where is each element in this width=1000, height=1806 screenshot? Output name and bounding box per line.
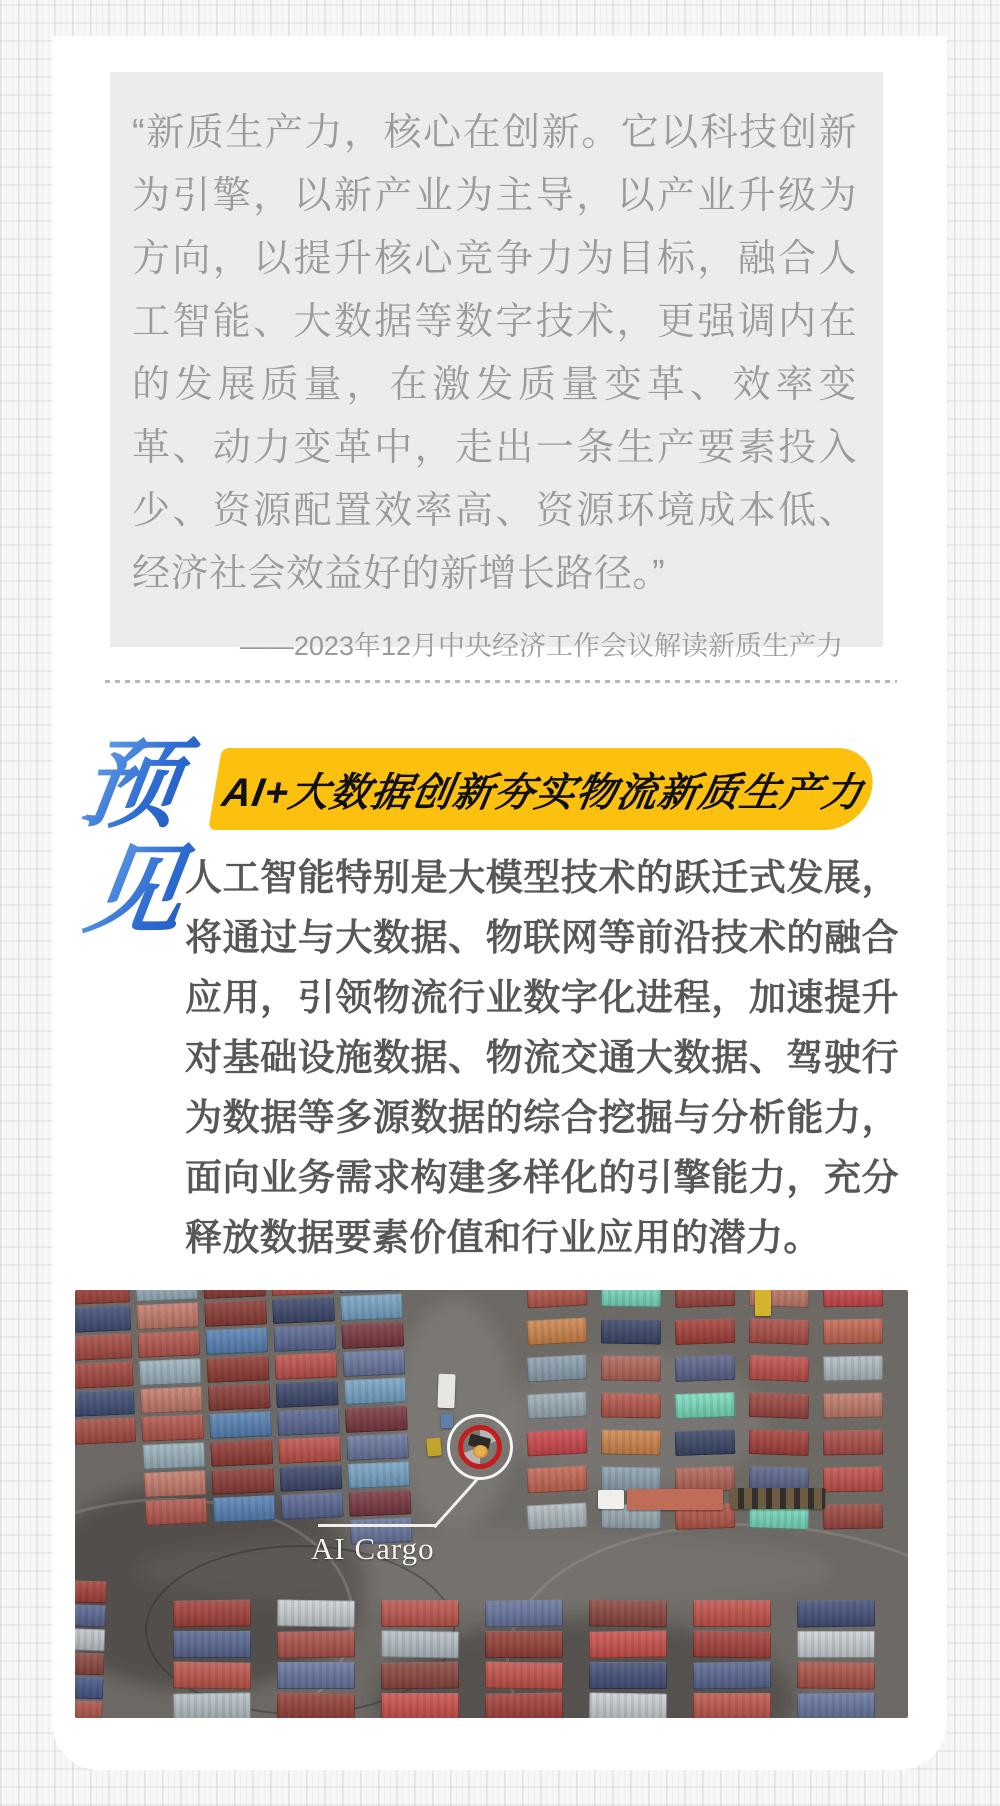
container bbox=[281, 1492, 344, 1520]
container bbox=[601, 1318, 661, 1344]
container bbox=[485, 1692, 563, 1718]
quote-text: “新质生产力，核心在创新。它以科技创新为引擎，以新产业为主导，以产业升级为方向，以提升核心竞争力为目标，融合人工智能、大数据等数字技术，更强调内在的发展质量，在激发质量变革、效率变革、动力变革中，走出一条生产要素投入少、资源配置效率高、资源环境成本低、经济社会效益好的新增长路径。” bbox=[132, 112, 857, 595]
container bbox=[344, 1377, 407, 1405]
container bbox=[213, 1495, 276, 1523]
container-yard-photo[interactable] bbox=[75, 1290, 908, 1718]
container bbox=[349, 1489, 412, 1517]
container bbox=[75, 1580, 107, 1603]
container bbox=[823, 1429, 883, 1455]
container bbox=[381, 1693, 459, 1718]
container bbox=[142, 1442, 205, 1470]
container bbox=[526, 1391, 587, 1419]
container bbox=[589, 1630, 667, 1658]
highlighted-truck-load bbox=[473, 1445, 488, 1458]
container bbox=[173, 1692, 251, 1718]
container bbox=[272, 1296, 335, 1324]
container bbox=[346, 1433, 409, 1461]
container bbox=[145, 1498, 208, 1526]
container bbox=[173, 1599, 251, 1627]
container bbox=[749, 1429, 810, 1456]
container bbox=[749, 1355, 810, 1382]
container bbox=[526, 1354, 587, 1382]
photo-caption: AI Cargo bbox=[311, 1531, 435, 1566]
container bbox=[75, 1290, 130, 1305]
body-text: 人工智能特别是大模型技术的跃迁式发展，将通过与大数据、物联网等前沿技术的融合应用，引领物流行业数字化进程，加速提升对基础设施数据、物流交通大数据、驾驶行为数据等多源数据的综合挖掘与分析能力，面向业务需求构建多样化的引擎能力，充分释放数据要素价值和行业应用的潜力。 bbox=[185, 857, 899, 1258]
vehicle bbox=[755, 1290, 771, 1316]
dashed-divider bbox=[105, 680, 897, 683]
container bbox=[381, 1600, 459, 1627]
container bbox=[139, 1358, 202, 1386]
container bbox=[693, 1600, 771, 1627]
quote-attribution: ——2023年12月中央经济工作会议解读新质生产力 bbox=[239, 631, 843, 661]
vehicle bbox=[627, 1489, 723, 1510]
section-banner-text: AI+大数据创新夯实物流新质生产力 bbox=[219, 770, 867, 815]
container bbox=[208, 1383, 271, 1411]
container bbox=[75, 1700, 103, 1718]
section-label-char-2: 见 bbox=[79, 842, 223, 939]
section-label-char-1: 预 bbox=[75, 736, 219, 833]
container bbox=[75, 1333, 132, 1361]
container bbox=[277, 1599, 355, 1627]
container bbox=[210, 1439, 273, 1467]
section-banner bbox=[208, 748, 879, 830]
container bbox=[485, 1631, 563, 1658]
container bbox=[75, 1676, 104, 1699]
container bbox=[203, 1290, 266, 1299]
container bbox=[135, 1290, 198, 1302]
container bbox=[601, 1355, 661, 1381]
container bbox=[823, 1392, 883, 1418]
container bbox=[601, 1290, 661, 1308]
container bbox=[75, 1417, 136, 1445]
container bbox=[589, 1599, 667, 1627]
container bbox=[601, 1392, 661, 1418]
container bbox=[173, 1661, 251, 1689]
container bbox=[279, 1464, 342, 1492]
container bbox=[601, 1429, 661, 1455]
container bbox=[675, 1355, 736, 1382]
container bbox=[485, 1599, 563, 1627]
container bbox=[823, 1290, 883, 1308]
container bbox=[277, 1692, 355, 1718]
container bbox=[675, 1318, 736, 1345]
container bbox=[675, 1392, 736, 1419]
container bbox=[381, 1630, 459, 1658]
container bbox=[589, 1662, 667, 1689]
asphalt-light-road bbox=[395, 1300, 515, 1530]
container bbox=[136, 1302, 199, 1330]
vehicle bbox=[441, 1414, 453, 1428]
vehicle bbox=[598, 1490, 624, 1509]
container bbox=[274, 1352, 337, 1380]
container bbox=[75, 1389, 135, 1417]
container bbox=[823, 1503, 883, 1529]
container bbox=[141, 1414, 204, 1442]
container bbox=[345, 1405, 408, 1433]
container bbox=[273, 1324, 336, 1352]
container bbox=[749, 1318, 810, 1345]
container bbox=[75, 1628, 105, 1651]
container bbox=[526, 1502, 587, 1530]
container bbox=[137, 1330, 200, 1358]
container bbox=[485, 1661, 563, 1689]
container bbox=[823, 1466, 883, 1492]
container bbox=[207, 1355, 270, 1383]
article-card bbox=[52, 36, 947, 1770]
container bbox=[75, 1361, 134, 1389]
container bbox=[797, 1661, 875, 1689]
container bbox=[277, 1408, 340, 1436]
vehicle bbox=[730, 1488, 825, 1509]
container bbox=[381, 1661, 459, 1689]
container bbox=[271, 1290, 334, 1296]
container bbox=[339, 1290, 402, 1293]
container bbox=[797, 1692, 875, 1718]
container bbox=[276, 1380, 339, 1408]
container bbox=[209, 1411, 272, 1439]
container bbox=[277, 1662, 355, 1689]
container bbox=[75, 1652, 104, 1675]
quote-box bbox=[110, 72, 883, 661]
container bbox=[675, 1429, 736, 1456]
vehicle bbox=[426, 1437, 442, 1456]
container bbox=[173, 1631, 251, 1658]
container bbox=[749, 1392, 810, 1419]
container bbox=[675, 1290, 736, 1308]
container bbox=[341, 1321, 404, 1349]
container bbox=[75, 1604, 106, 1627]
container bbox=[277, 1630, 355, 1658]
container bbox=[278, 1436, 341, 1464]
container bbox=[347, 1461, 410, 1489]
container bbox=[589, 1692, 667, 1718]
container bbox=[75, 1305, 131, 1333]
container bbox=[204, 1299, 267, 1327]
container bbox=[797, 1631, 875, 1658]
container bbox=[340, 1293, 403, 1321]
container bbox=[823, 1355, 883, 1381]
container bbox=[526, 1465, 587, 1493]
container bbox=[140, 1386, 203, 1414]
container bbox=[205, 1327, 268, 1355]
container bbox=[526, 1428, 587, 1456]
container bbox=[693, 1630, 771, 1658]
container bbox=[693, 1693, 771, 1718]
container bbox=[526, 1290, 587, 1309]
container bbox=[797, 1599, 875, 1627]
container bbox=[693, 1661, 771, 1689]
container bbox=[211, 1467, 274, 1495]
container bbox=[823, 1318, 883, 1344]
container bbox=[526, 1317, 587, 1345]
container bbox=[342, 1349, 405, 1377]
vehicle bbox=[437, 1374, 455, 1409]
container bbox=[143, 1470, 206, 1498]
callout-line bbox=[318, 1524, 437, 1527]
